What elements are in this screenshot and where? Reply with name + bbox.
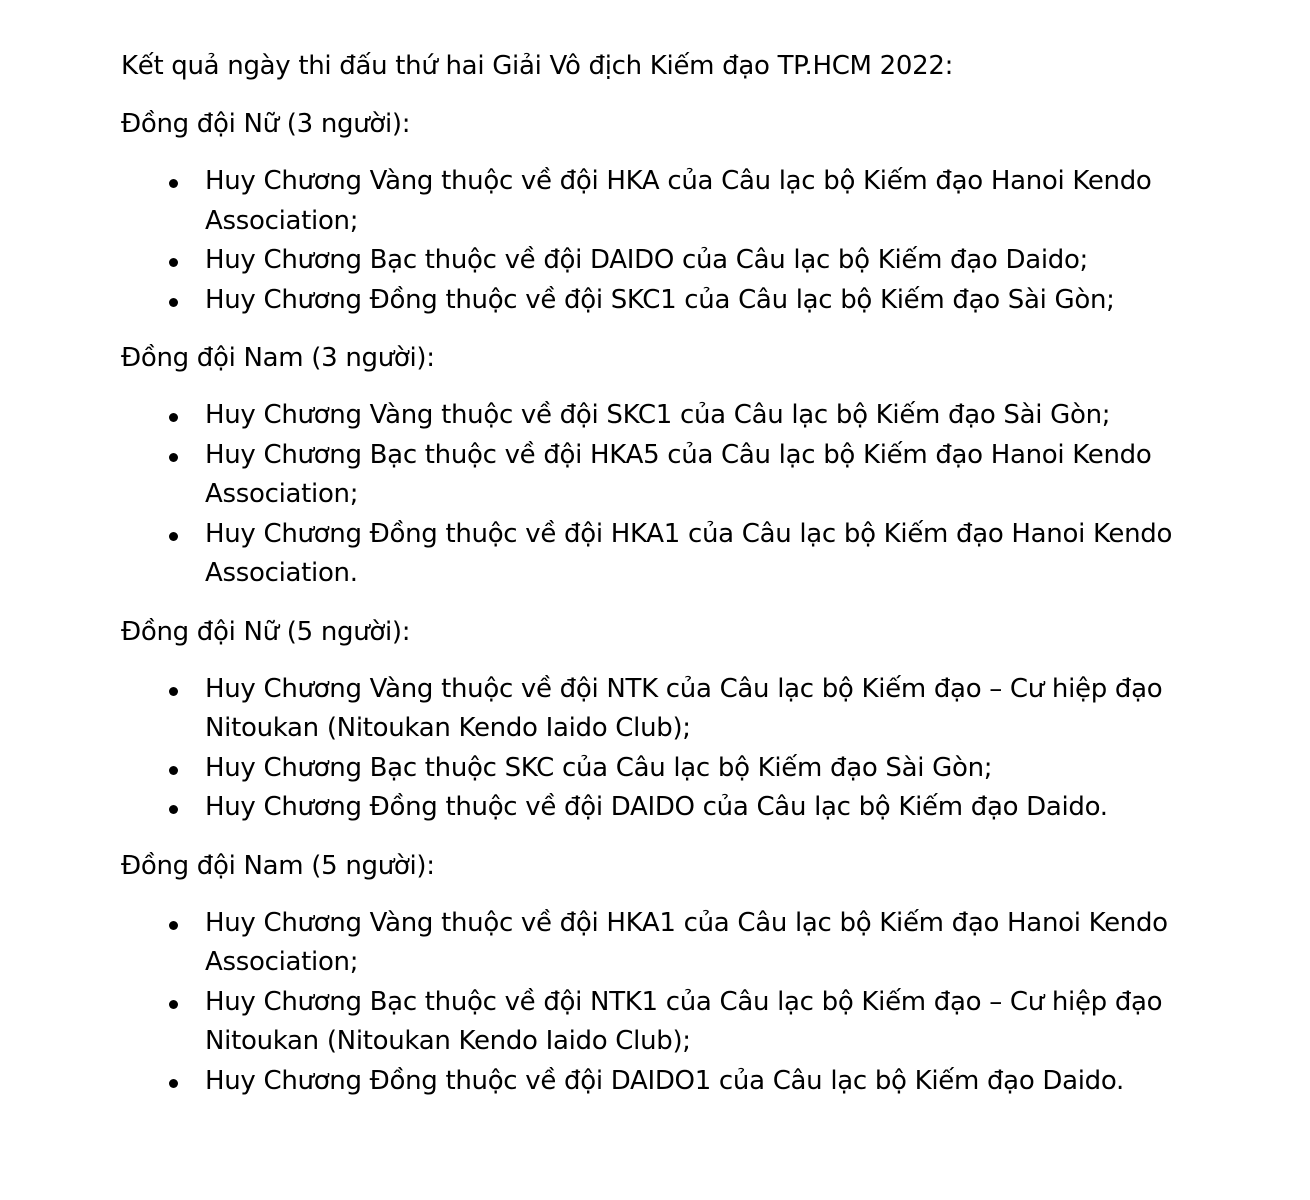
medal-item-bronze: [121, 515, 1231, 594]
bullet-icon: [169, 766, 178, 775]
bullet-icon: [169, 179, 178, 188]
medal-item-silver: [121, 241, 1231, 281]
medal-item-bronze: [121, 281, 1231, 321]
medal-item-text: Huy Chương Bạc thuộc về đội DAIDO của Câu lạc bộ Kiếm đạo Daido;: [205, 245, 1089, 275]
section-women-team-3: [121, 104, 1231, 320]
section-women-team-5: [121, 612, 1231, 828]
medal-item-bronze: [121, 788, 1231, 828]
medal-item-silver: [121, 749, 1231, 789]
medal-item-text: Huy Chương Vàng thuộc về đội NTK của Câu lạc bộ Kiếm đạo – Cư hiệp đạo Nitoukan (Nitoukan Kendo Iaido Club);: [205, 673, 1163, 743]
medal-item-text: Huy Chương Bạc thuộc SKC của Câu lạc bộ Kiếm đạo Sài Gòn;: [205, 752, 993, 783]
bullet-icon: [169, 921, 178, 930]
medal-item-bronze: [121, 1062, 1231, 1102]
medal-list: [121, 670, 1231, 828]
medal-item-text: Huy Chương Vàng thuộc về đội HKA của Câu lạc bộ Kiếm đạo Hanoi Kendo Association;: [205, 166, 1152, 236]
bullet-icon: [169, 413, 178, 422]
medal-item-gold: [121, 396, 1231, 436]
medal-item-text: Huy Chương Bạc thuộc về đội HKA5 của Câu lạc bộ Kiếm đạo Hanoi Kendo Association;: [205, 439, 1152, 509]
medal-item-gold: [121, 162, 1231, 241]
section-heading: Đồng đội Nữ (5 người):: [121, 616, 411, 647]
bullet-icon: [169, 258, 178, 267]
medal-item-text: Huy Chương Đồng thuộc về đội DAIDO1 của Câu lạc bộ Kiếm đạo Daido.: [205, 1065, 1124, 1096]
bullet-icon: [169, 298, 178, 307]
bullet-icon: [169, 532, 178, 541]
bullet-icon: [169, 1079, 178, 1088]
medal-item-text: Huy Chương Đồng thuộc về đội SKC1 của Câu lạc bộ Kiếm đạo Sài Gòn;: [205, 284, 1115, 315]
bullet-icon: [169, 687, 178, 696]
medal-item-gold: [121, 670, 1231, 749]
section-heading: Đồng đội Nam (5 người):: [121, 850, 435, 881]
section-men-team-3: [121, 338, 1231, 594]
medal-item-gold: [121, 904, 1231, 983]
bullet-icon: [169, 453, 178, 462]
medal-item-text: Huy Chương Đồng thuộc về đội DAIDO của Câu lạc bộ Kiếm đạo Daido.: [205, 792, 1108, 822]
document-body: [121, 46, 1231, 1119]
medal-item-text: Huy Chương Bạc thuộc về đội NTK1 của Câu lạc bộ Kiếm đạo – Cư hiệp đạo Nitoukan (Nitoukan Kendo Iaido Club);: [205, 986, 1163, 1056]
section-heading: Đồng đội Nam (3 người):: [121, 343, 435, 373]
medal-list: [121, 904, 1231, 1102]
bullet-icon: [169, 1000, 178, 1009]
medal-item-silver: [121, 436, 1231, 515]
medal-item-silver: [121, 983, 1231, 1062]
medal-item-text: Huy Chương Đồng thuộc về đội HKA1 của Câu lạc bộ Kiếm đạo Hanoi Kendo Association.: [205, 518, 1173, 588]
bullet-icon: [169, 805, 178, 814]
section-men-team-5: [121, 846, 1231, 1102]
medal-list: [121, 162, 1231, 320]
document-title: Kết quả ngày thi đấu thứ hai Giải Vô địch Kiếm đạo TP.HCM 2022:: [121, 51, 954, 81]
medal-item-text: Huy Chương Vàng thuộc về đội HKA1 của Câu lạc bộ Kiếm đạo Hanoi Kendo Association;: [205, 907, 1168, 977]
section-heading: Đồng đội Nữ (3 người):: [121, 109, 411, 139]
medal-item-text: Huy Chương Vàng thuộc về đội SKC1 của Câu lạc bộ Kiếm đạo Sài Gòn;: [205, 400, 1111, 430]
medal-list: [121, 396, 1231, 594]
